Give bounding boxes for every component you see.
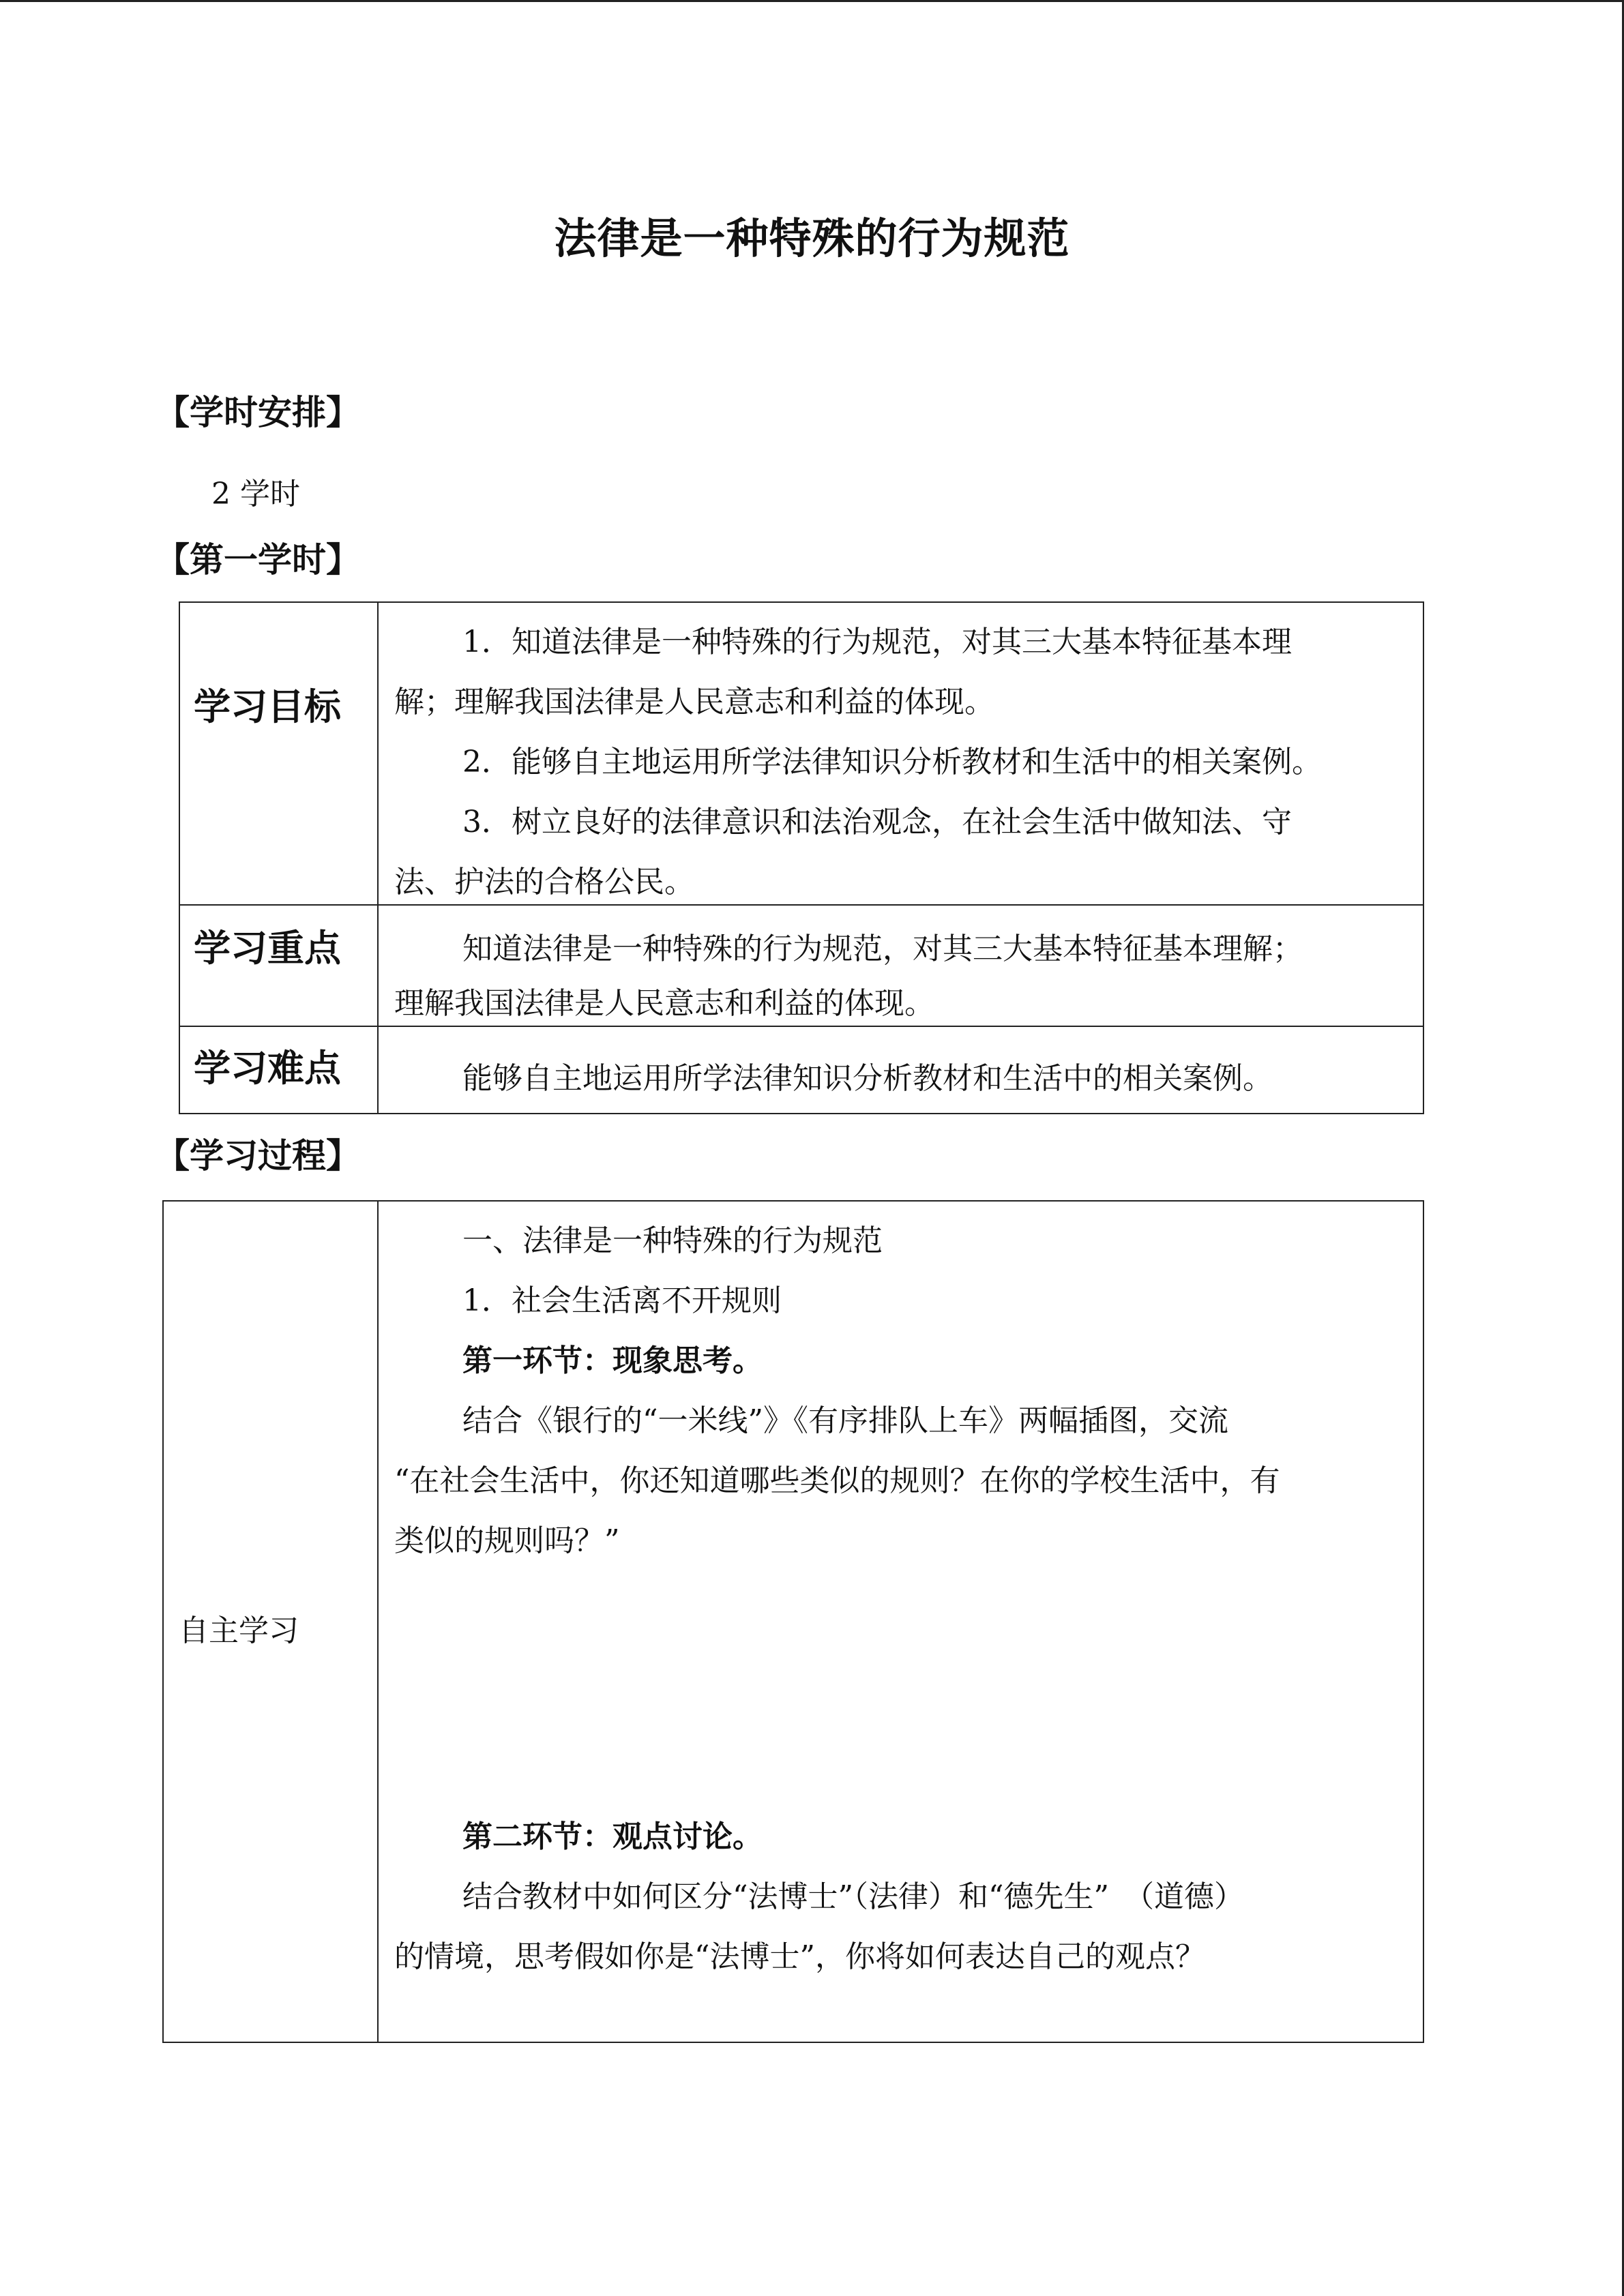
- process-line: 一、法律是一种特殊的行为规范: [462, 1223, 883, 1258]
- process-line: 结合《银行的“一米线”》《有序排队上车》两幅插图，交流: [462, 1403, 1228, 1438]
- goals-line: 法、护法的合格公民。: [394, 865, 694, 899]
- process-line: 的情境，思考假如你是“法博士”，你将如何表达自己的观点？: [394, 1939, 1205, 1974]
- process-line: 结合教材中如何区分“法博士”（法律）和“德先生” （道德）: [462, 1879, 1244, 1914]
- key-points-line: 知道法律是一种特殊的行为规范，对其三大基本特征基本理解；: [462, 931, 1303, 966]
- goals-line: 2．能够自主地运用所学法律知识分析教材和生活中的相关案例。: [462, 745, 1322, 779]
- key-points-line: 理解我国法律是人民意志和利益的体现。: [394, 986, 934, 1021]
- schedule-heading: 【学时安排】: [156, 393, 360, 432]
- process-column-divider: [377, 1200, 379, 2043]
- goals-label: 学习目标: [194, 685, 341, 728]
- first-session-heading: 【第一学时】: [156, 540, 360, 580]
- self-study-label: 自主学习: [179, 1613, 299, 1648]
- row-divider: [179, 904, 1424, 906]
- goals-line: 1．知道法律是一种特殊的行为规范，对其三大基本特征基本理: [462, 625, 1292, 659]
- document-title: 法律是一种特殊的行为规范: [554, 213, 1070, 263]
- process-line: 1．社会生活离不开规则: [462, 1283, 782, 1318]
- schedule-hours: 2 学时: [211, 477, 300, 511]
- difficulties-line: 能够自主地运用所学法律知识分析教材和生活中的相关案例。: [462, 1061, 1273, 1096]
- process-line: “在社会生活中，你还知道哪些类似的规则？在你的学校生活中，有: [394, 1463, 1280, 1498]
- goals-line: 解；理解我国法律是人民意志和利益的体现。: [394, 685, 994, 719]
- objectives-column-divider: [377, 601, 379, 1114]
- process-heading: 【学习过程】: [156, 1136, 360, 1176]
- difficulties-label: 学习难点: [194, 1047, 341, 1090]
- process-line: 第二环节：观点讨论。: [462, 1819, 763, 1854]
- page-top-border: [0, 0, 1624, 2]
- process-line: 第一环节：现象思考。: [462, 1343, 763, 1378]
- goals-line: 3．树立良好的法律意识和法治观念，在社会生活中做知法、守: [462, 805, 1292, 839]
- process-line: 类似的规则吗？”: [394, 1523, 620, 1558]
- key-points-label: 学习重点: [194, 927, 341, 970]
